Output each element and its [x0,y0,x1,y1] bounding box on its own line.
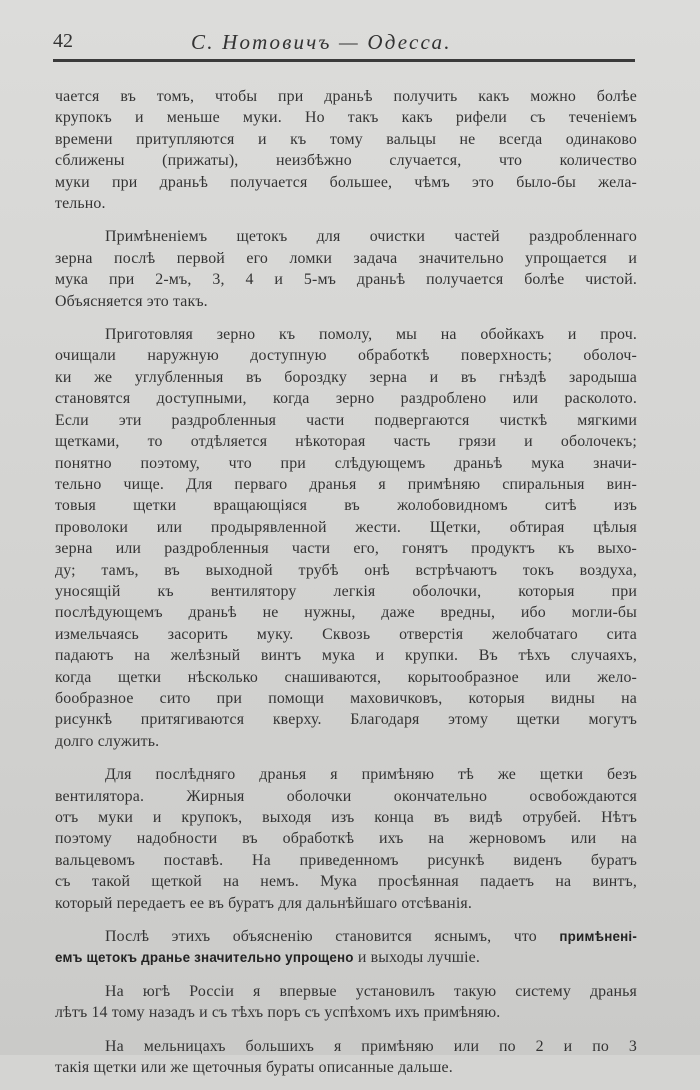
paragraph-2 [55,226,637,312]
text-line: становятся доступными, когда зерно раздроблено или расколото. [55,390,637,408]
text-line: Примѣненіемъ щетокъ для очистки частей раздробленнаго [105,228,637,246]
page-number: 42 [53,30,73,52]
text-line: Если эти раздробленныя части подвергаются чисткѣ мягкими [55,411,637,429]
text-line: вентилятора. Жирныя оболочки окончательно освобождаются [55,787,637,805]
text-line: вальцевомъ поставѣ. На приведенномъ рисункѣ виденъ буратъ [55,851,637,869]
text-line: товыя щетки вращающіяся въ жолобовидномъ ситѣ изъ [55,497,637,515]
text-line: такія щетки или же щеточныя бураты описанные дальше. [55,1059,453,1077]
text-line: который передаетъ ее въ буратъ для дальнѣйшаго отсѣванія. [55,894,472,912]
page-header [53,30,635,58]
text-line: чается въ томъ, чтобы при драньѣ получить какъ можно болѣе [55,88,637,105]
text-line: когда щетки нѣсколько снашиваются, корытообразное или жело- [55,668,637,686]
text-line: Объясняется это такъ. [55,292,208,310]
text-line: ду; тамъ, въ выходной трубѣ онѣ встрѣчаютъ токъ воздуха, [55,561,637,579]
text-line [55,947,637,968]
text-line: крупокъ и меньше муки. Но такъ какъ рифели съ теченіемъ [55,109,637,127]
text-line: проволоки или продырявленной жести. Щетки, обтирая цѣлыя [55,518,637,536]
paragraph-1 [55,86,637,214]
text-line: муки при драньѣ получается большее, чѣмъ это было-бы жела- [55,173,637,191]
text-line: тельно. [55,195,106,213]
paragraph-6 [55,981,637,1024]
text-line: На мельницахъ большихъ я примѣняю или по 2 и по 3 [105,1037,637,1055]
text-line: зерна послѣ первой его ломки задача значительно упрощается и [55,249,637,267]
text-line [55,926,637,947]
text-line: уносящій къ вентилятору легкія оболочки, которыя при [55,582,637,600]
text-line: лѣтъ 14 тому назадъ и съ тѣхъ поръ съ успѣхомъ ихъ примѣняю. [55,1004,501,1022]
running-title: С. Нотовичъ — Одесса. [191,30,452,54]
text-line: отъ муки и крупокъ, выходя изъ конца въ видѣ отрубей. Нѣтъ [55,809,637,826]
emphasized-text: примѣнені- [559,929,637,945]
paragraph-4 [55,764,637,914]
text-line: щетками, то отдѣляется нѣкоторая часть грязи и оболочекъ; [55,433,637,451]
text-line: понятно поэтому, что при слѣдующемъ драньѣ мука значи- [55,454,637,472]
page-body [55,86,637,1090]
paragraph-5 [55,926,637,969]
plain-text: и выходы лучшіе. [353,949,480,967]
text-line: ки же углубленныя въ бороздку зерна и въ гнѣздѣ зародыша [55,368,637,386]
paragraph-3 [55,324,637,752]
paragraph-7 [55,1036,637,1079]
text-line: очищали наружную доступную обработкѣ поверхность; оболоч- [55,347,637,365]
header-rule [53,59,635,62]
text-line: послѣдующемъ драньѣ не нужны, даже вредны, ибо могли-бы [55,604,637,622]
text-line: сближены (прижаты), неизбѣжно случается, что количество [55,152,637,170]
emphasized-text: емъ щетокъ дранье значительно упрощено [55,950,354,966]
text-line: измельчаясь засорить муку. Сквозь отверстія желобчатаго сита [55,625,637,643]
text-line: мука при 2-мъ, 3, 4 и 5-мъ драньѣ получается болѣе чистой. [55,271,637,289]
text-line: поэтому надобности въ обработкѣ ихъ на жерновомъ или на [55,830,637,848]
text-line: долго служить. [55,732,160,750]
text-line: тельно чище. Для перваго дранья я примѣняю спиральныя вин- [55,475,637,493]
text-line: бообразное сито при помощи маховичковъ, которыя видны на [55,689,637,707]
text-line: рисункѣ притягиваются кверху. Благодаря этому щетки могутъ [55,711,637,729]
text-line: зерна или раздробленныя части его, гонятъ продуктъ къ выхо- [55,540,637,558]
text-line: падаютъ на желѣзный винтъ мука и крупки. Въ тѣхъ случаяхъ, [55,647,637,665]
text-line: Для послѣдняго дранья я примѣняю тѣ же щетки безъ [105,766,637,784]
plain-text: Послѣ этихъ объясненію становится яснымъ, что [105,928,560,946]
text-line: На югѣ Россіи я впервые установилъ такую систему дранья [105,982,637,1000]
text-line: Приготовляя зерно къ помолу, мы на обойкахъ и проч. [105,326,637,344]
text-line: съ такой щеткой на немъ. Мука просѣянная падаетъ на винтъ, [55,873,637,891]
text-line: времени притупляются и къ тому вальцы не всегда одинаково [55,130,637,148]
